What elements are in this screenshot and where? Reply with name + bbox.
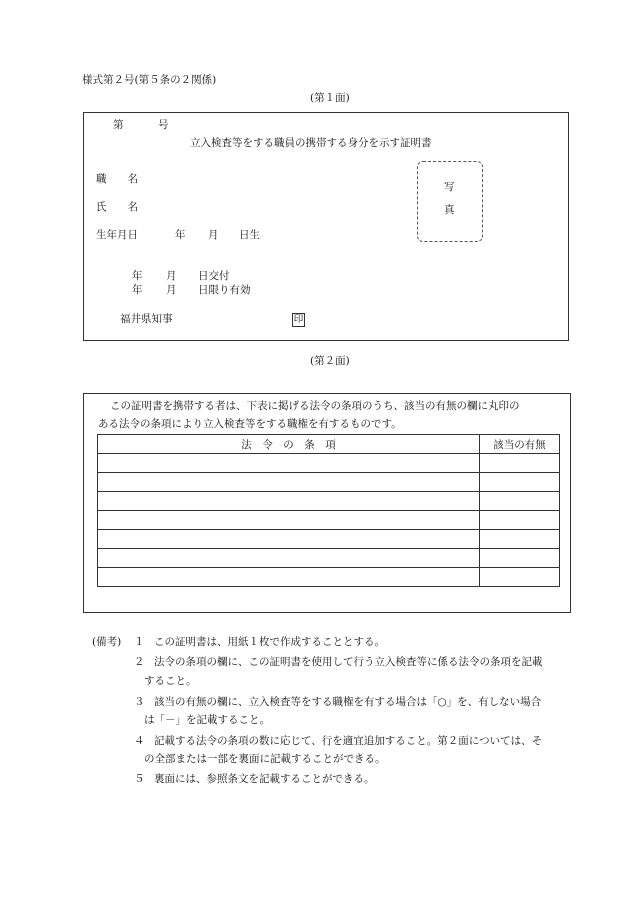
- table-header-row: [98, 435, 560, 454]
- photo-char-1: 写: [444, 181, 455, 193]
- dob-year-label: 年: [175, 229, 186, 241]
- side2-intro-line1: この証明書を携帯する者は、下表に掲げる法令の条項のうち、該当の有無の欄に丸印の: [110, 400, 520, 412]
- issue-year-label: 年: [132, 270, 143, 282]
- note-5-number: ５: [134, 773, 145, 785]
- valid-date-label: 日限り有効: [198, 284, 251, 296]
- note-4-continuation: の全部または一部を裏面に記載することができる。: [144, 753, 386, 765]
- issue-date-label: 日交付: [198, 270, 230, 282]
- law-provision-column-header: 法 令 の 条 項: [98, 435, 480, 454]
- table-row: [98, 511, 560, 530]
- table-row: [98, 454, 560, 473]
- note-4-number: ４: [134, 735, 145, 747]
- note-1-text: この証明書は、用紙１枚で作成することとする。: [154, 636, 385, 648]
- valid-month-label: 月: [166, 284, 177, 296]
- certificate-title: 立入検査等をする職員の携帯する身分を示す証明書: [190, 137, 432, 149]
- applicability-cell: [480, 511, 560, 530]
- applicability-cell: [480, 549, 560, 568]
- law-provision-cell: [98, 568, 480, 587]
- photo-placeholder: [417, 161, 483, 242]
- table-row: [98, 530, 560, 549]
- side1-heading: (第１面): [310, 92, 350, 104]
- notes-label: (備考): [92, 636, 122, 648]
- applicability-cell: [480, 473, 560, 492]
- job-title-label: 職 名: [96, 173, 138, 185]
- table-row: [98, 549, 560, 568]
- law-provision-cell: [98, 492, 480, 511]
- law-provisions-table: [97, 434, 560, 587]
- applicability-cell: [480, 530, 560, 549]
- applicability-cell: [480, 568, 560, 587]
- note-2-continuation: すること。: [144, 675, 197, 687]
- applicability-cell: [480, 492, 560, 511]
- side2-intro-line2: ある法令の条項により立入検査等をする職権を有するものです。: [98, 418, 402, 430]
- number-no-label: 第: [113, 119, 124, 131]
- applicability-column-header: 該当の有無: [480, 435, 560, 454]
- law-provision-cell: [98, 511, 480, 530]
- number-go-label: 号: [158, 119, 169, 131]
- note-3-text: 該当の有無の欄に、立入検査等をする職権を有する場合は「○」を、有しない場合: [154, 696, 542, 708]
- seal-mark: 印: [293, 314, 304, 325]
- note-4-text: 記載する法令の条項の数に応じて、行を適宜追加すること。第２面については、そ: [154, 735, 543, 747]
- table-row: [98, 568, 560, 587]
- law-provision-cell: [98, 454, 480, 473]
- applicability-cell: [480, 454, 560, 473]
- note-1-number: １: [134, 636, 145, 648]
- form-label: 様式第２号(第５条の２関係): [82, 74, 217, 86]
- valid-year-label: 年: [132, 284, 143, 296]
- law-provision-cell: [98, 530, 480, 549]
- table-row: [98, 473, 560, 492]
- table-row: [98, 492, 560, 511]
- dob-day-label: 日生: [239, 229, 260, 241]
- issuer-label: 福井県知事: [120, 313, 173, 325]
- name-label: 氏 名: [96, 201, 138, 213]
- note-5-text: 裏面には、参照条文を記載することができる。: [154, 773, 375, 785]
- dob-label: 生年月日: [96, 229, 138, 241]
- side2-heading: (第２面): [310, 355, 350, 367]
- law-provision-cell: [98, 473, 480, 492]
- note-3-number: ３: [134, 696, 145, 708]
- note-3-continuation: は「－」を記載すること。: [144, 714, 270, 726]
- law-provision-cell: [98, 549, 480, 568]
- photo-char-2: 真: [444, 204, 455, 216]
- note-2-text: 法令の条項の欄に、この証明書を使用して行う立入検査等に係る法令の条項を記載: [154, 656, 543, 668]
- dob-month-label: 月: [208, 229, 219, 241]
- note-2-number: ２: [134, 656, 145, 668]
- issue-month-label: 月: [166, 270, 177, 282]
